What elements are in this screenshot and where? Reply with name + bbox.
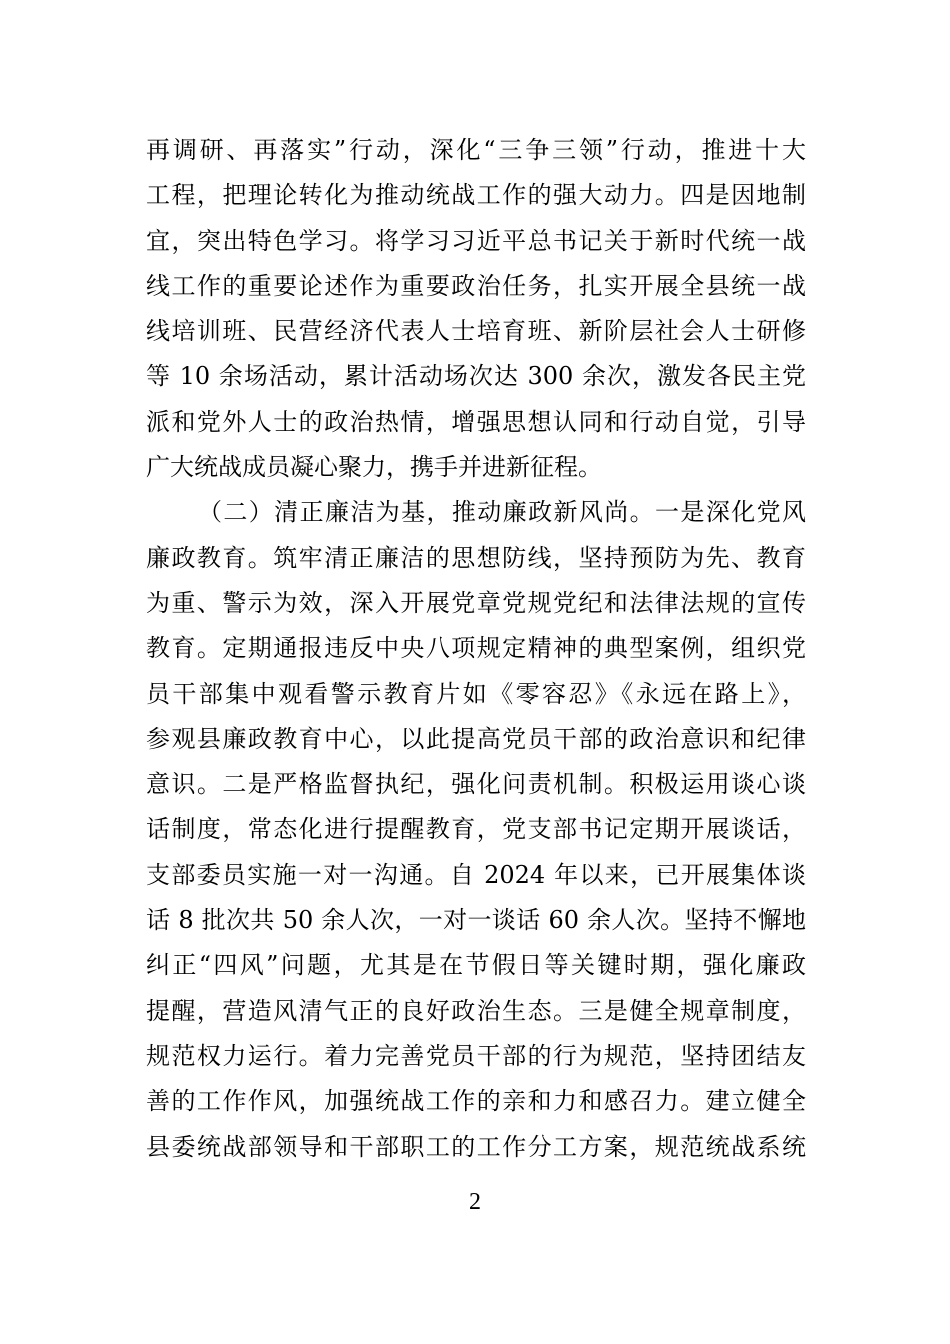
paragraph-line: 支部委员实施一对一沟通。自 2024 年以来，已开展集体谈	[146, 860, 806, 889]
paragraph-2	[146, 490, 806, 1169]
paragraph-line: 等 10 余场活动，累计活动场次达 300 余次，激发各民主党	[146, 362, 806, 391]
paragraph-line: 廉政教育。筑牢清正廉洁的思想防线，坚持预防为先、教育	[146, 543, 806, 572]
paragraph-line: 意识。二是严格监督执纪，强化问责机制。积极运用谈心谈	[146, 770, 806, 799]
paragraph-line: 提醒，营造风清气正的良好政治生态。三是健全规章制度，	[146, 996, 806, 1025]
paragraph-line: 线工作的重要论述作为重要政治任务，扎实开展全县统一战	[146, 271, 806, 300]
section-heading-line: （二）清正廉洁为基，推动廉政新风尚。一是深化党风	[198, 498, 806, 527]
paragraph-line: 再调研、再落实”行动，深化“三争三领”行动，推进十大	[146, 136, 806, 164]
paragraph-line: 善的工作作风，加强统战工作的亲和力和感召力。建立健全	[146, 1087, 806, 1116]
body-text	[146, 128, 806, 1170]
page-number: 2	[469, 1189, 481, 1215]
paragraph-line: 工程，把理论转化为推动统战工作的强大动力。四是因地制	[146, 181, 806, 210]
paragraph-line: 话制度，常态化进行提醒教育，党支部书记定期开展谈话，	[146, 815, 806, 844]
paragraph-line: 宜，突出特色学习。将学习习近平总书记关于新时代统一战	[146, 226, 806, 255]
paragraph-line: 派和党外人士的政治热情，增强思想认同和行动自觉，引导	[146, 407, 806, 436]
paragraph-line: 线培训班、民营经济代表人士培育班、新阶层社会人士研修	[146, 317, 806, 346]
paragraph-line: 参观县廉政教育中心，以此提高党员干部的政治意识和纪律	[146, 724, 806, 753]
paragraph-line: 纠正“四风”问题，尤其是在节假日等关键时期，强化廉政	[146, 951, 806, 980]
paragraph-line: 广大统战成员凝心聚力，携手并进新征程。	[146, 453, 602, 482]
paragraph-1	[146, 128, 806, 490]
paragraph-line: 规范权力运行。着力完善党员干部的行为规范，坚持团结友	[146, 1041, 806, 1070]
paragraph-line: 员干部集中观看警示教育片如《零容忍》《永远在路上》，	[146, 679, 806, 708]
paragraph-line: 县委统战部领导和干部职工的工作分工方案，规范统战系统	[146, 1132, 806, 1161]
paragraph-line: 话 8 批次共 50 余人次，一对一谈话 60 余人次。坚持不懈地	[146, 906, 806, 935]
paragraph-line: 教育。定期通报违反中央八项规定精神的典型案例，组织党	[146, 634, 806, 663]
paragraph-line: 为重、警示为效，深入开展党章党规党纪和法律法规的宣传	[146, 588, 806, 617]
